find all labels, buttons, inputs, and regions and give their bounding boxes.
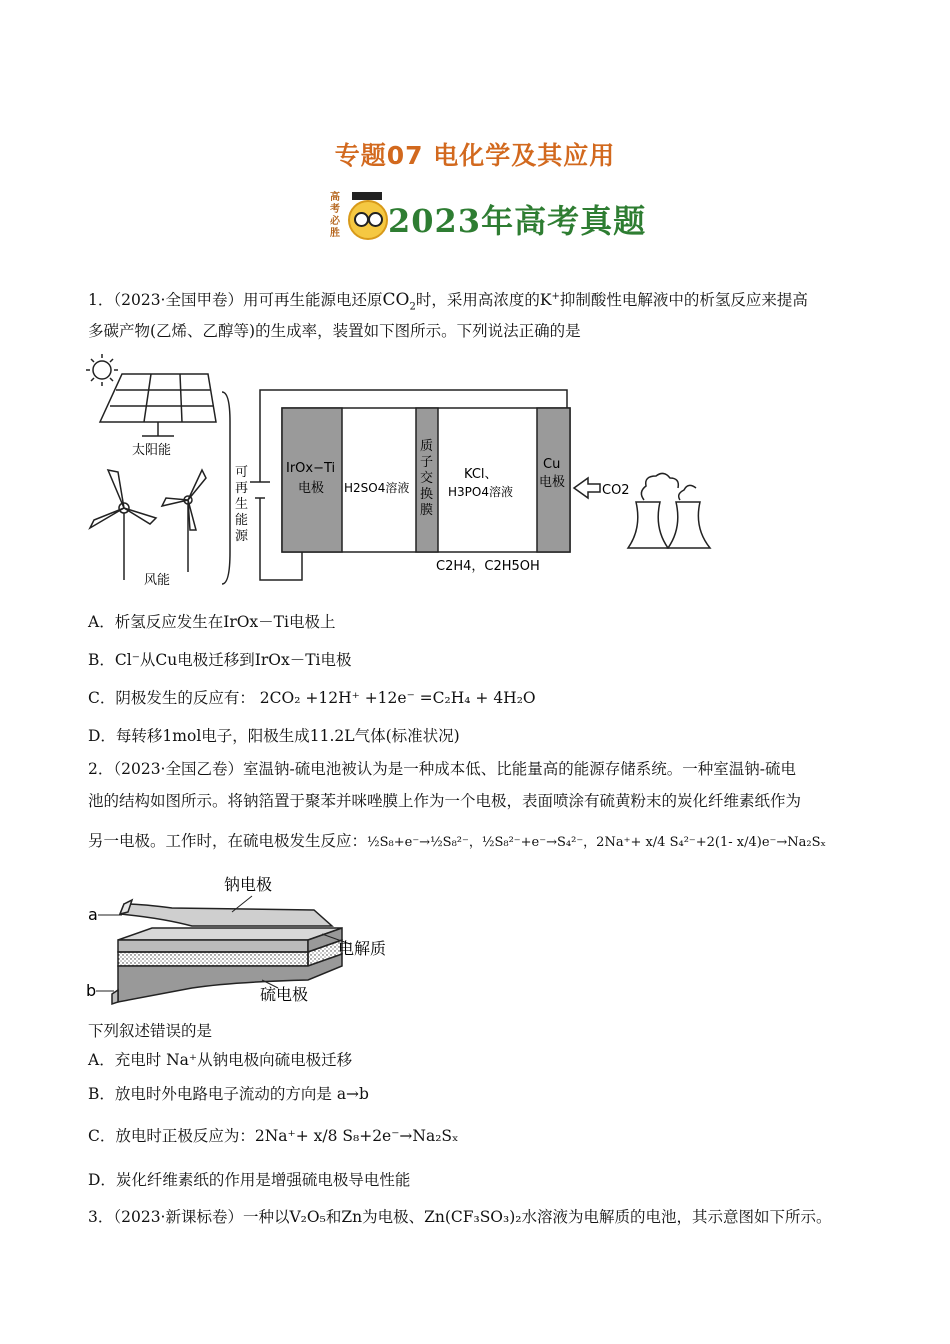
left-electrode-label: IrOx−Ti — [286, 461, 336, 476]
q2-line1: 2．（2023·全国乙卷）室温钠-硫电池被认为是一种成本低、比能量高的能源存储系统。一种室温钠-硫电 — [88, 760, 796, 778]
cu-label: Cu — [543, 457, 561, 472]
q1-line2: 多碳产物(乙烯、乙醇等)的生成率，装置如下图所示。下列说法正确的是 — [88, 322, 581, 340]
membrane-label — [420, 439, 433, 518]
q1-text-c: 抑制酸性电解液中的析氢反应来提高 — [559, 291, 808, 310]
q1-option-b: B．Cl⁻从Cu电极迁移到IrOx－Ti电极 — [88, 651, 352, 669]
electrolyte-layer — [118, 928, 342, 966]
glasses-icon-right — [368, 212, 383, 227]
terminal-b-label: b — [86, 981, 97, 1000]
q2-option-b: B．放电时外电路电子流动的方向是 a→b — [88, 1085, 369, 1103]
q2-sulfur-reactions: ½S₈+e⁻→½S₈²⁻，½S₈²⁻+e⁻→S₄²⁻，2Na⁺+ x/4 S₄²⁻+2(1- x/4)e⁻→Na₂Sₓ — [367, 835, 827, 850]
membrane-char-3: 换 — [420, 487, 434, 502]
glasses-icon — [354, 212, 369, 227]
electrolyte-label: 电解质 — [338, 939, 387, 958]
q2-line3 — [88, 830, 868, 854]
right-solution-label: KCl、 — [464, 467, 498, 482]
membrane-char-0: 质 — [420, 439, 434, 454]
membrane-char-4: 膜 — [420, 503, 434, 518]
renewable-char-2: 生 — [235, 497, 249, 512]
q1-line1 — [88, 286, 878, 318]
q1-option-c: C．阴极发生的反应有： 2CO₂ +12H⁺ +12e⁻ =C₂H₄ + 4H₂O — [88, 689, 536, 707]
terminal-a-label: a — [88, 905, 98, 924]
renewable-char-1: 再 — [235, 481, 249, 496]
wind-label: 风能 — [144, 573, 171, 588]
banner-text: 2023年高考真题 — [388, 202, 647, 240]
page-title: 专题07 电化学及其应用 — [334, 141, 616, 170]
q2-stem: 下列叙述错误的是 — [88, 1022, 213, 1040]
membrane-char-2: 交 — [420, 471, 434, 486]
co2-inlet-label: CO2 — [602, 483, 630, 498]
renewable-char-4: 源 — [235, 529, 249, 544]
right-solution-label-2: H3PO4溶液 — [448, 485, 513, 499]
renewable-char-3: 能 — [235, 513, 249, 528]
q2-option-d: D．炭化纤维素纸的作用是增强硫电极导电性能 — [88, 1171, 411, 1189]
irox-ti-electrode — [282, 408, 342, 552]
q2-option-a: A．充电时 Na⁺从钠电极向硫电极迁移 — [88, 1051, 353, 1069]
na-s-battery-figure — [82, 870, 412, 1010]
sun-icon — [86, 354, 118, 386]
q2-line3-text: 另一电极。工作时，在硫电极发生反应： — [88, 832, 368, 850]
banner-seal: 高考必胜 — [330, 192, 340, 239]
factory-icon — [628, 473, 710, 548]
q3-line1: 3．（2023·新课标卷）一种以V₂O₅和Zn为电极、Zn(CF₃SO₃)₂水溶液为电解质的电池，其示意图如下所示。 — [88, 1208, 832, 1226]
co2-sub: 2 — [409, 301, 416, 313]
products-label: C2H4，C2H5OH — [436, 559, 540, 574]
solar-panel-icon — [100, 374, 216, 436]
year-banner — [330, 192, 650, 242]
k-ion-charge: + — [551, 291, 560, 302]
left-electrode-label-2: 电极 — [298, 481, 325, 496]
q1-option-d: D．每转移1mol电子，阳极生成11.2L气体(标准状况) — [88, 727, 460, 745]
electrolysis-figure — [70, 352, 750, 597]
q2-line2: 池的结构如图所示。将钠箔置于聚苯并咪唑膜上作为一个电极，表面喷涂有硫黄粉末的炭化纤维素纸作为 — [88, 792, 802, 810]
q1-option-a: A．析氢反应发生在IrOx－Ti电极上 — [88, 613, 336, 631]
cu-label-2: 电极 — [539, 475, 566, 490]
q1-text-a: 1．（2023·全国甲卷）用可再生能源电还原 — [88, 291, 383, 310]
membrane-char-1: 子 — [420, 455, 434, 470]
brace — [222, 392, 230, 584]
co2-formula: CO — [382, 290, 410, 311]
na-electrode-label: 钠电极 — [224, 875, 273, 894]
co2-inlet-arrow-icon — [574, 478, 600, 498]
renewable-char-0: 可 — [235, 465, 249, 480]
solar-label: 太阳能 — [132, 443, 172, 458]
q1-text-b: 时，采用高浓度的 — [415, 291, 540, 310]
k-ion: K — [539, 291, 552, 310]
left-solution-label: H2SO4溶液 — [344, 481, 410, 495]
q2-option-c: C．放电时正极反应为：2Na⁺+ x/8 S₈+2e⁻→Na₂Sₓ — [88, 1127, 459, 1145]
wind-turbine-icon — [90, 470, 206, 580]
graduation-cap-icon — [352, 192, 382, 200]
s-electrode-label: 硫电极 — [260, 985, 309, 1004]
renewable-label — [235, 465, 249, 544]
sodium-foil — [120, 900, 332, 926]
